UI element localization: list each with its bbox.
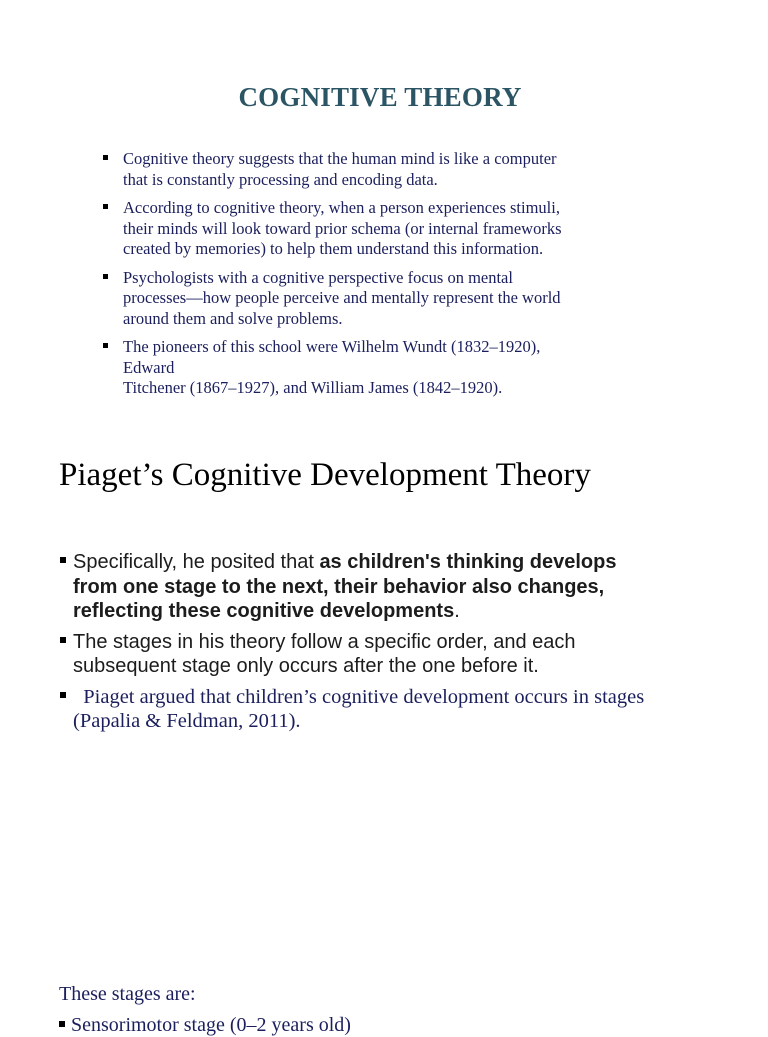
list-item [101,337,661,399]
list-item [101,198,661,260]
bullet-icon [103,204,108,209]
text-span: . [454,600,460,622]
list-item-line: Edward [123,357,175,377]
list-item-line: Psychologists with a cognitive perspective focus on mental [123,267,513,287]
bullet-icon [103,155,108,160]
bullet-icon [60,557,66,563]
bullet-icon [60,692,66,698]
page-title: COGNITIVE THEORY [238,82,522,112]
list-item [59,1014,351,1037]
list-item-line: Titchener (1867–1927), and William James (1842–1920). [123,378,503,397]
section-heading: Piaget’s Cognitive Development Theory [59,457,591,493]
list-item [59,550,719,624]
list-item-line [73,599,719,624]
bold-text: as children's thinking develops [319,551,617,573]
text-span: Specifically, he posited that [73,551,320,573]
cognitive-theory-list [101,149,661,407]
list-item-line: The pioneers of this school were Wilhelm Wundt (1832–1920), [123,337,541,356]
list-item [59,630,719,679]
bold-text: from one stage to the next, their behavior also changes, [73,575,605,598]
bullet-icon [60,637,66,643]
bold-text: reflecting these cognitive developments [73,600,455,622]
list-item-line: Piaget argued that children’s cognitive development occurs in stages [73,685,645,708]
list-item-line: Cognitive theory suggests that the human mind is like a computer [123,149,557,168]
stage-label: Sensorimotor stage (0–2 years old) [71,1014,351,1036]
piaget-list [59,550,719,740]
list-item-line: around them and solve problems. [123,308,343,328]
list-item [101,149,661,190]
list-item-line: (Papalia & Feldman, 2011). [73,710,301,732]
list-item-line: According to cognitive theory, when a person experiences stimuli, [123,198,560,217]
bullet-icon [59,1021,65,1027]
stages-intro: These stages are: [59,983,196,1005]
list-item-line: that is constantly processing and encoding data. [123,169,438,189]
list-item-line: The stages in his theory follow a specific order, and each [73,630,576,653]
list-item [101,268,661,330]
list-item [59,685,719,734]
bullet-icon [103,274,108,279]
list-item-line: created by memories) to help them understand this information. [123,239,544,258]
list-item-line: subsequent stage only occurs after the one before it. [73,655,539,677]
list-item-line [73,550,719,575]
list-item-line: their minds will look toward prior schema (or internal frameworks [123,218,562,238]
bullet-icon [103,343,108,348]
list-item-line: processes—how people perceive and mentally represent the world [123,288,561,307]
